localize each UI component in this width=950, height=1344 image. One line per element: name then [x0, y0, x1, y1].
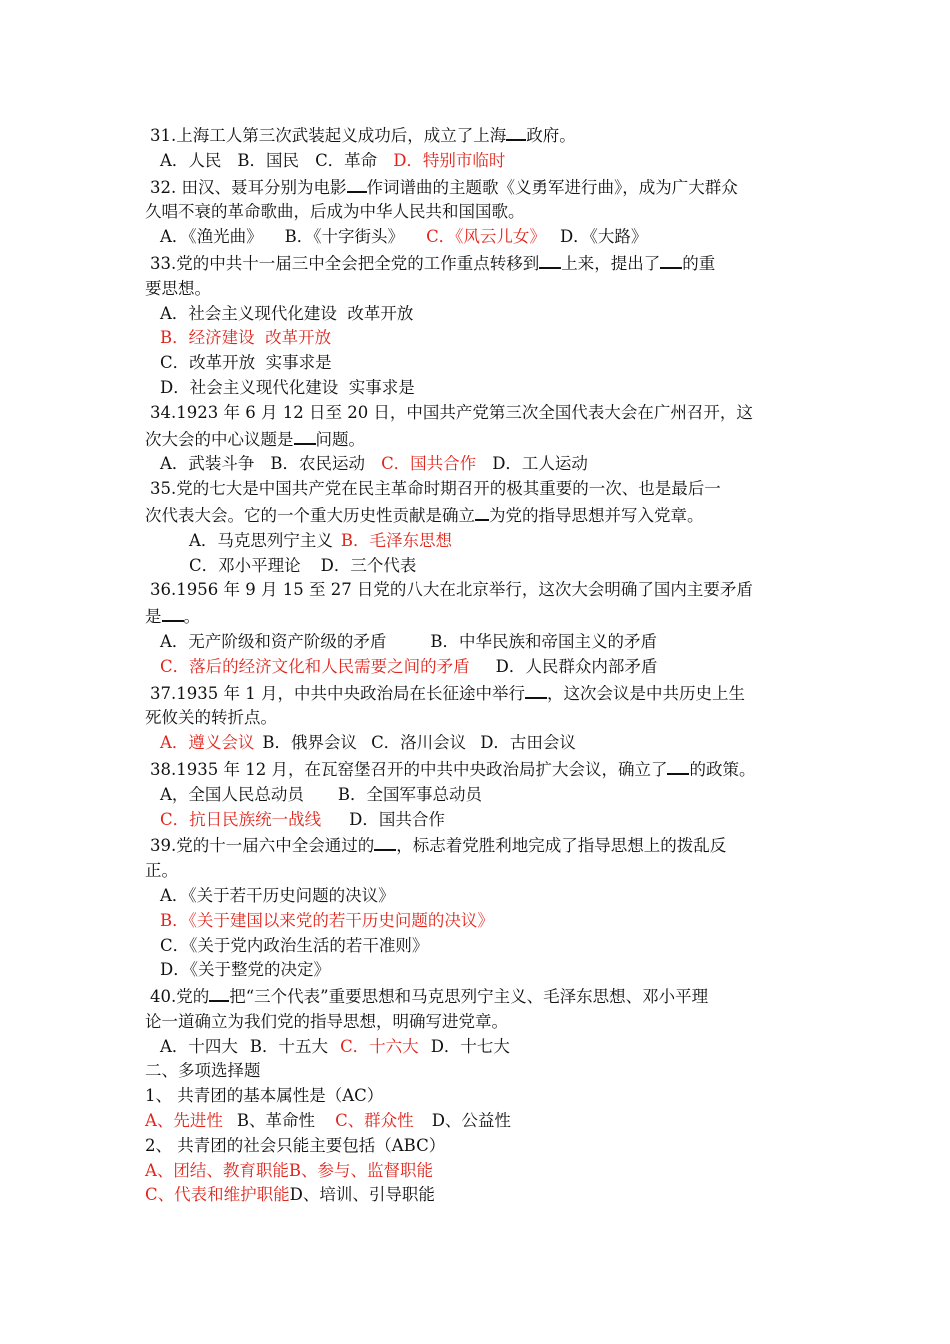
- question-text: 38.1935 年 12 月，在瓦窑堡召开的中共中央政治局扩大会议，确立了: [150, 759, 668, 779]
- options-40: [145, 1035, 815, 1060]
- question-33: [145, 250, 815, 277]
- option-b: B．十五大: [249, 1036, 329, 1056]
- option-c: C．改革开放 实事求是: [160, 353, 332, 373]
- answer-blank: [475, 502, 489, 521]
- options-38-ab: [145, 783, 815, 808]
- question-text: 次代表大会。它的一个重大历史性贡献是确立: [145, 505, 475, 525]
- question-text: ，这次会议是中共历史上生: [546, 683, 745, 703]
- question-text: 把“三个代表”重要思想和马克思列宁主义、毛泽东思想、邓小平理: [229, 987, 709, 1007]
- question-39-cont: 正。: [145, 861, 178, 881]
- options-31: [145, 149, 815, 174]
- answer-blank: [660, 250, 682, 269]
- options-32: [145, 225, 815, 250]
- question-34: 34.1923 年 6 月 12 日至 20 日，中国共产党第三次全国代表大会在广州召开，这: [150, 402, 753, 422]
- question-text: 40.党的: [150, 987, 210, 1007]
- answer-blank: [209, 983, 229, 1002]
- question-34-cont: [145, 426, 815, 453]
- question-40-cont: 论一道确立为我们党的指导思想，明确写进党章。: [145, 1011, 508, 1031]
- answer-blank: [667, 756, 689, 775]
- options-38-cd: [145, 808, 815, 833]
- question-text: 问题。: [315, 429, 365, 449]
- option-a: A．《渔光曲》: [160, 227, 263, 247]
- options-37: [145, 731, 815, 756]
- question-text: 31.上海工人第三次武装起义成功后，成立了上海: [150, 126, 507, 145]
- multi-options-1: [145, 1109, 815, 1134]
- option-c-correct: C．国共合作: [381, 454, 477, 474]
- option-a: A．十四大: [160, 1036, 238, 1056]
- question-text: 是: [145, 607, 162, 627]
- question-36-cont: [145, 603, 815, 630]
- options-36-ab: [145, 630, 815, 655]
- multi-question-1: 1、 共青团的基本属性是（AC）: [145, 1086, 384, 1106]
- option-b: B．全国军事总动员: [337, 784, 483, 804]
- option-b-correct: B．经济建设 改革开放: [160, 328, 332, 348]
- question-40: [145, 983, 815, 1010]
- option-b: B．中华民族和帝国主义的矛盾: [430, 631, 658, 651]
- question-text: 次大会的中心议题是: [145, 429, 294, 449]
- answer-blank: [506, 122, 526, 141]
- option-c: C．《关于党内政治生活的若干准则》: [160, 935, 429, 955]
- option-b: B．国民: [237, 150, 300, 170]
- option-b-correct: B．《关于建国以来党的若干历史问题的决议》: [160, 910, 494, 930]
- option-c-correct: C．《风云儿女》: [426, 227, 546, 247]
- options-35-cd: [145, 554, 815, 579]
- question-37-cont: 死攸关的转折点。: [145, 708, 277, 728]
- question-text: 为党的指导思想并写入党章。: [489, 505, 704, 525]
- options-36-cd: [145, 655, 815, 680]
- option-d: D．人民群众内部矛盾: [495, 656, 658, 676]
- option-d: D．三个代表: [320, 555, 417, 575]
- question-33-cont: 要思想。: [145, 278, 211, 298]
- option-a-correct: A、团结、教育职能: [145, 1160, 289, 1180]
- option-d: D．十七大: [430, 1036, 510, 1056]
- option-b: B．俄界会议: [262, 733, 358, 753]
- option-d: D．社会主义现代化建设 实事求是: [160, 377, 415, 397]
- option-b: B．农民运动: [270, 454, 366, 474]
- option-a: A．武装斗争: [160, 454, 255, 474]
- document-page: [145, 122, 815, 1208]
- answer-blank: [539, 250, 561, 269]
- option-c: C．邓小平理论: [189, 555, 301, 575]
- question-text: 33.党的中共十一届三中全会把全党的工作重点转移到: [150, 253, 540, 273]
- option-a: A．马克思列宁主义: [189, 530, 333, 550]
- option-c: C．洛川会议: [371, 733, 467, 753]
- answer-blank: [374, 832, 396, 851]
- option-c-correct: C．抗日民族统一战线: [160, 809, 322, 829]
- question-36: 36.1956 年 9 月 15 至 27 日党的八大在北京举行，这次大会明确了国内主要矛盾: [150, 580, 753, 600]
- question-38: [145, 756, 815, 783]
- option-b-correct: B、参与、监督职能: [288, 1160, 434, 1180]
- option-d: D、公益性: [431, 1111, 511, 1131]
- question-text: 的政策。: [689, 759, 756, 779]
- answer-blank: [162, 603, 184, 622]
- option-d-correct: D．特别市临时: [393, 150, 506, 170]
- option-c: C．革命: [315, 150, 378, 170]
- option-a: A．《关于若干历史问题的决议》: [160, 885, 395, 905]
- question-text: 上来，提出了: [561, 253, 661, 273]
- multi-options-2-ab: [145, 1159, 815, 1184]
- option-a: A．人民: [160, 150, 222, 170]
- option-c-correct: C．落后的经济文化和人民需要之间的矛盾: [160, 656, 470, 676]
- options-34: [145, 452, 815, 477]
- answer-blank: [347, 174, 367, 193]
- option-d: D．古田会议: [480, 733, 576, 753]
- answer-blank: [525, 680, 547, 699]
- option-a: A，全国人民总动员: [160, 784, 304, 804]
- options-35-ab: [145, 529, 815, 554]
- option-c-correct: C．十六大: [340, 1036, 419, 1056]
- answer-blank: [294, 426, 316, 445]
- option-d: D、培训、引导职能: [289, 1185, 435, 1205]
- option-a: A．无产阶级和资产阶级的矛盾: [160, 631, 387, 651]
- question-32: [145, 174, 815, 201]
- question-37: [145, 680, 815, 707]
- question-32-cont: 久唱不衰的革命歌曲，后成为中华人民共和国国歌。: [145, 202, 525, 222]
- question-35-cont: [145, 502, 815, 529]
- option-d: D．国共合作: [349, 809, 445, 829]
- option-a-correct: A、先进性: [145, 1111, 223, 1131]
- question-text: 37.1935 年 1 月，中共中央政治局在长征途中举行: [150, 683, 525, 703]
- option-c-correct: C、代表和维护职能: [145, 1185, 290, 1205]
- question-text: 的重: [682, 253, 716, 273]
- option-b-correct: B．毛泽东思想: [340, 530, 453, 550]
- option-b: B、革命性: [236, 1111, 316, 1131]
- question-text: ，标志着党胜利地完成了指导思想上的拨乱反: [396, 836, 727, 856]
- question-text: 政府。: [526, 126, 576, 145]
- question-39: [145, 832, 815, 859]
- question-text: 32. 田汉、聂耳分别为电影: [150, 177, 347, 197]
- option-b: B．《十字街头》: [284, 227, 405, 247]
- question-31: [145, 122, 815, 149]
- multi-question-2: 2、 共青团的社会只能主要包括（ABC）: [145, 1135, 446, 1155]
- multi-options-2-cd: [145, 1183, 815, 1208]
- option-a-correct: A．遵义会议: [160, 733, 255, 753]
- option-c-correct: C、群众性: [335, 1111, 414, 1131]
- question-text: 作词谱曲的主题歌《义勇军进行曲》，成为广大群众: [366, 177, 738, 197]
- section-title: 二、多项选择题: [145, 1061, 261, 1081]
- question-text: 39.党的十一届六中全会通过的: [150, 836, 375, 856]
- option-d: D．《大路》: [559, 227, 648, 247]
- question-text: 。: [183, 607, 200, 627]
- option-d: D．工人运动: [492, 454, 588, 474]
- option-d: D．《关于整党的决定》: [160, 960, 330, 980]
- question-35: 35.党的七大是中国共产党在民主革命时期召开的极其重要的一次、也是最后一: [150, 479, 721, 499]
- option-a: A．社会主义现代化建设 改革开放: [160, 303, 414, 323]
